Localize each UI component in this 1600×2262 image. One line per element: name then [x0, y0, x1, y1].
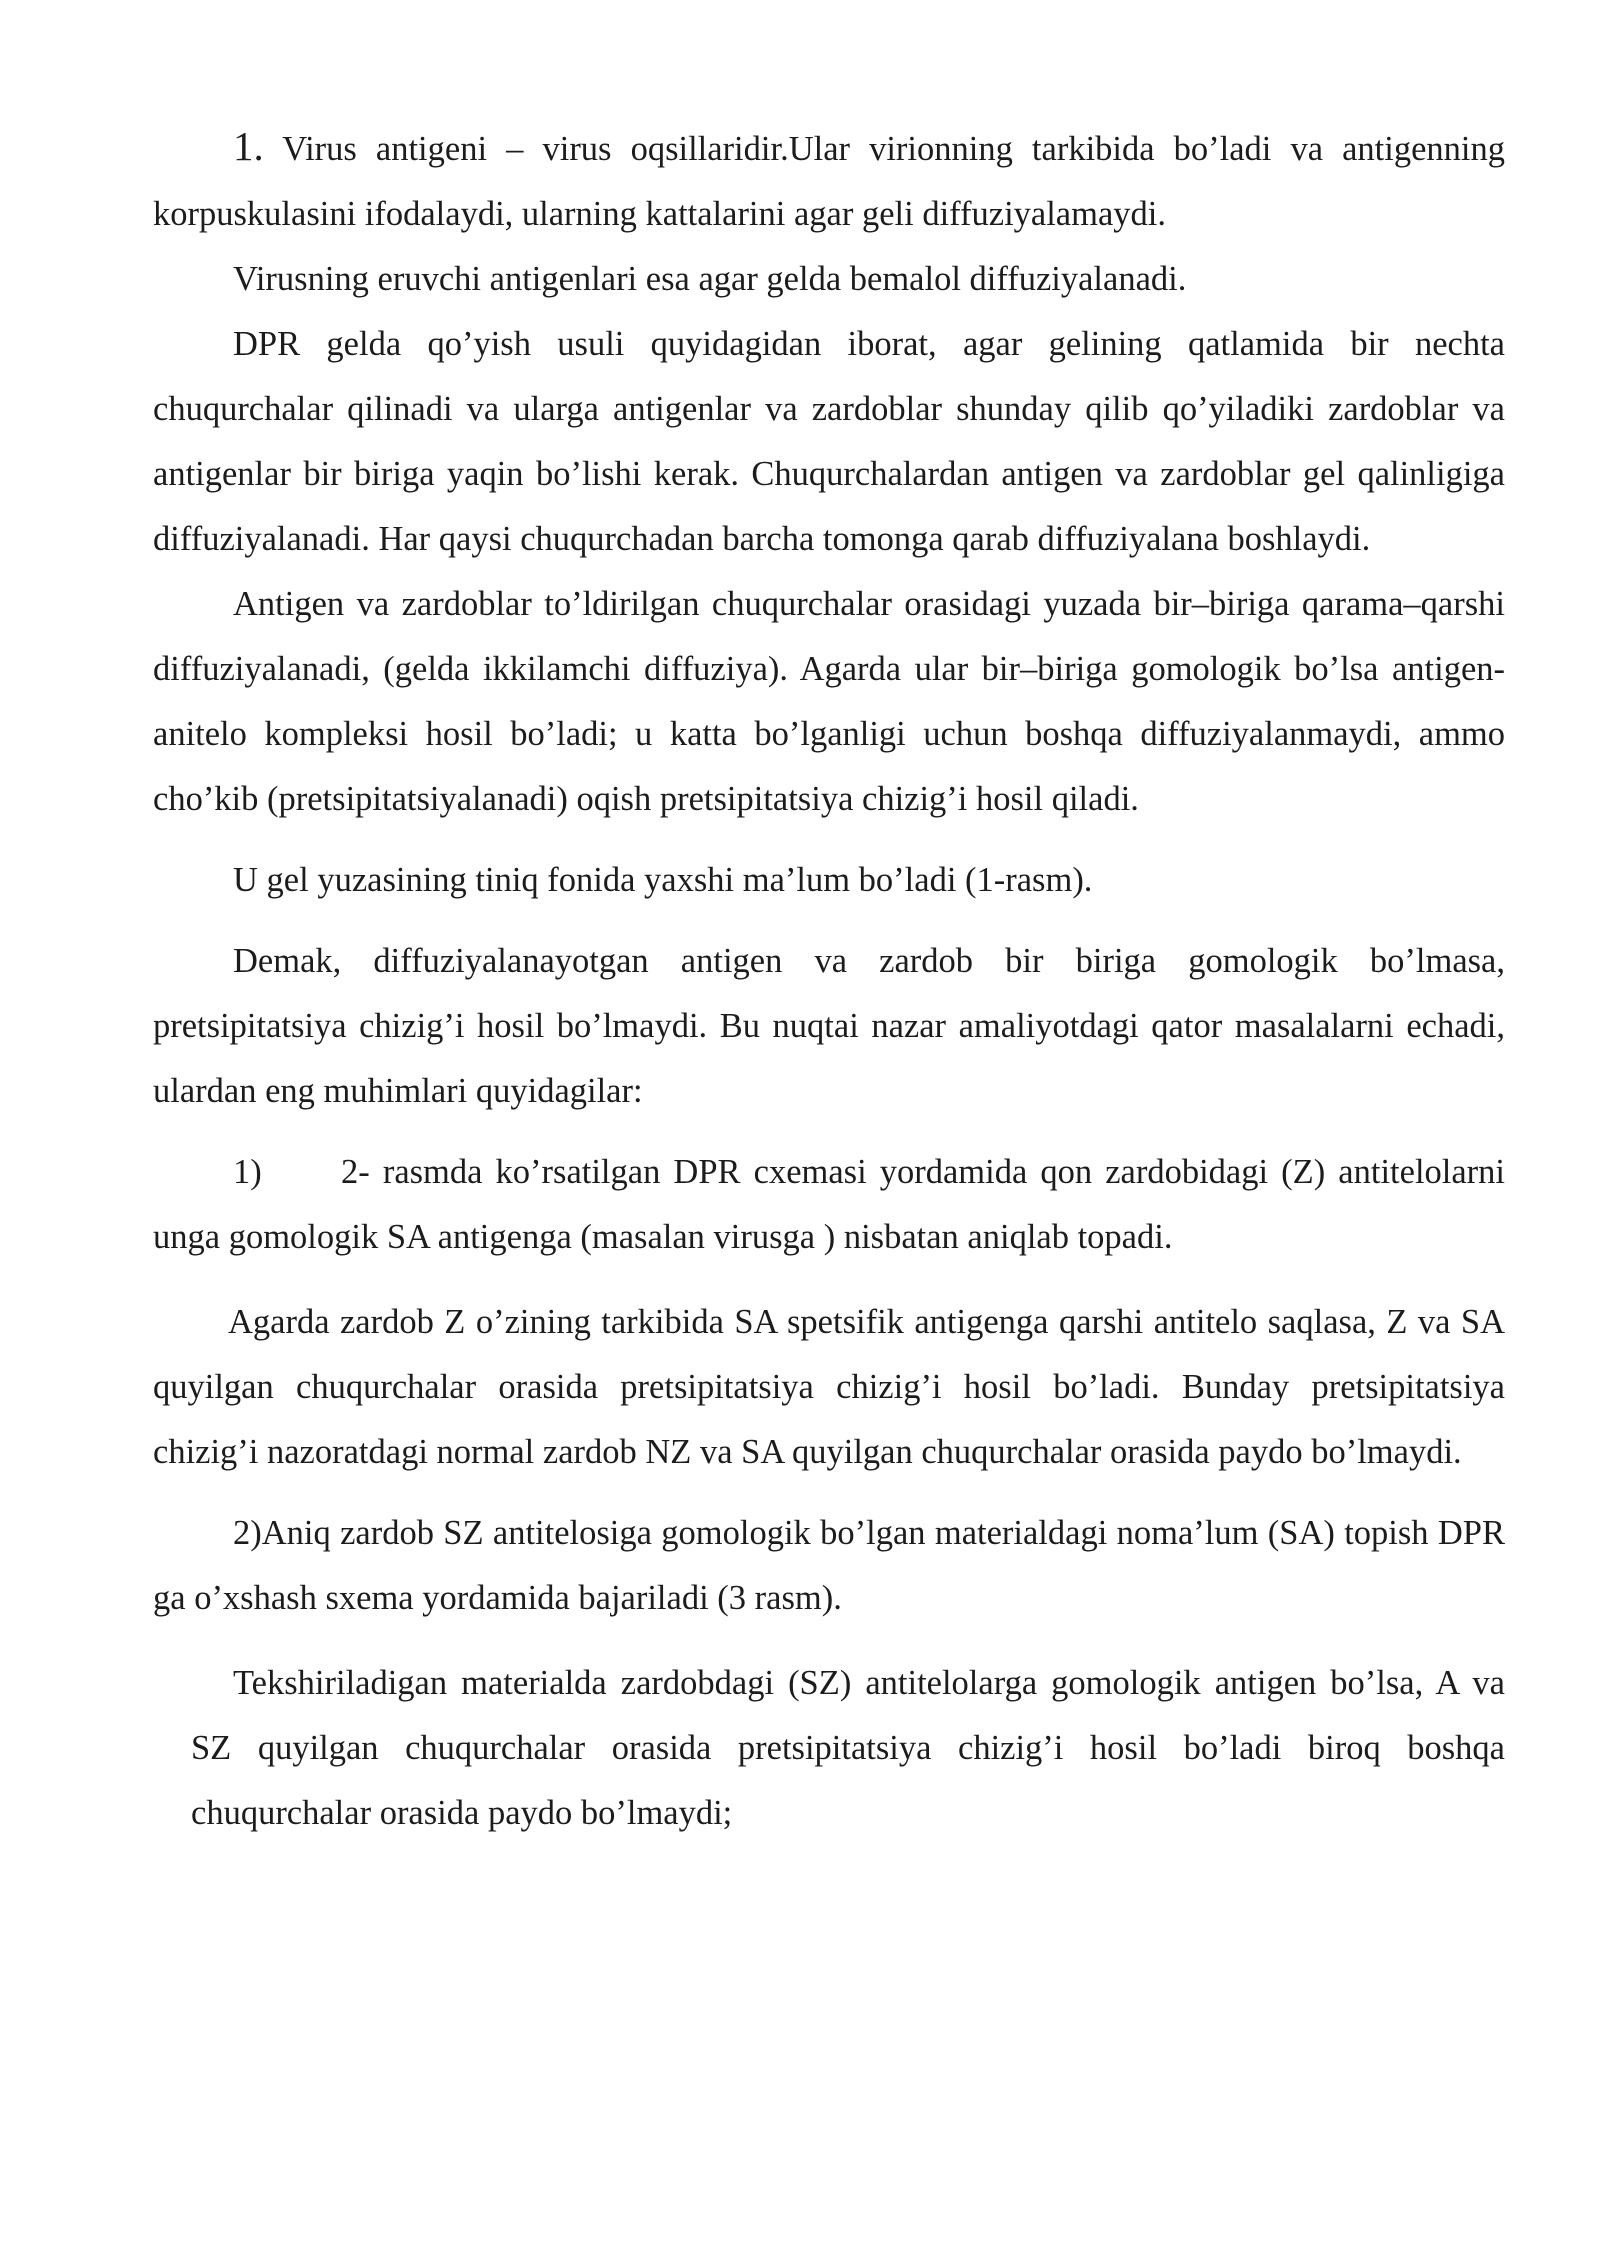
paragraph-figure-1-ref: U gel yuzasining tiniq fonida yaxshi ma’lum bo’ladi (1-rasm). [233, 861, 1093, 899]
paragraph-test-material: Tekshiriladigan materialda zardobdagi (SZ) antitelolarga gomologik antigen bo’lsa, A va SZ quyilgan chuqurchalar orasida pretsipitatsiya chizig’i hosil bo’ladi biroq boshqa chuqurchalar orasida paydo bo’lmaydi; [191, 1664, 1505, 1832]
paragraph-soluble-antigens: Virusning eruvchi antigenlari esa agar gelda bemalol diffuziyalanadi. [233, 260, 1187, 298]
paragraph-text: Virus antigeni – virus oqsillaridir.Ular virionning tarkibida bo’ladi va antigenning korpuskulasini ifodalaydi, ularning kattalarini agar geli diffuziyalamaydi. [153, 130, 1505, 233]
paragraph-conclusion: Demak, diffuziyalanayotgan antigen va zardob bir biriga gomologik bo’lmasa, pretsipitatsiya chizig’i hosil bo’lmaydi. Bu nuqtai nazar amaliyotdagi qator masalalarni echadi, ulardan eng muhimlari quyidagilar: [153, 942, 1505, 1110]
paragraph-secondary-diffusion: Antigen va zardoblar to’ldirilgan chuqurchalar orasidagi yuzada bir–biriga qarama–qarshi diffuziyalanadi, (gelda ikkilamchi diffuziya). Agarda ular bir–biriga gomologik bo’lsa antigen- anitelo kompleksi hosil bo’ladi; u katta bo’lganligi uchun boshqa diffuziyalanmaydi, ammo cho’kib (pretsipitatsiyalanadi) oqish pretsipitatsiya chizig’i hosil qiladi. [153, 585, 1505, 818]
document-body [153, 114, 1505, 1846]
list-item-1 [153, 1140, 1505, 1270]
paragraph-virus-antigen [153, 114, 1505, 247]
list-item-text: 2- rasmda ko’rsatilgan DPR cxemasi yordamida qon zardobidagi (Z) antitelolarni unga gomologik SA antigenga (masalan virusga ) nisbatan aniqlab topadi. [153, 1153, 1505, 1256]
list-item-2: 2)Aniq zardob SZ antitelosiga gomologik bo’lgan materialdagi noma’lum (SA) topish DPR ga o’xshash sxema yordamida bajariladi (3 rasm). [153, 1514, 1505, 1617]
paragraph-serum-z: Agarda zardob Z o’zining tarkibida SA spetsifik antigenga qarshi antitelo saqlasa, Z va SA quyilgan chuqurchalar orasida pretsipitatsiya chizig’i hosil bo’ladi. Bunday pretsipitatsiya chizig’i nazoratdagi normal zardob NZ va SA quyilgan chuqurchalar orasida paydo bo’lmaydi. [153, 1303, 1505, 1471]
paragraph-number: 1. [233, 123, 264, 169]
list-item-number: 1) [233, 1153, 262, 1191]
paragraph-dpr-method: DPR gelda qo’yish usuli quyidagidan iborat, agar gelining qatlamida bir nechta chuqurchalar qilinadi va ularga antigenlar va zardoblar shunday qilib qo’yiladiki zardoblar va antigenlar bir biriga yaqin bo’lishi kerak. Chuqurchalardan antigen va zardoblar gel qalinligiga diffuziyalanadi. Har qaysi chuqurchadan barcha tomonga qarab diffuziyalana boshlaydi. [153, 325, 1505, 558]
